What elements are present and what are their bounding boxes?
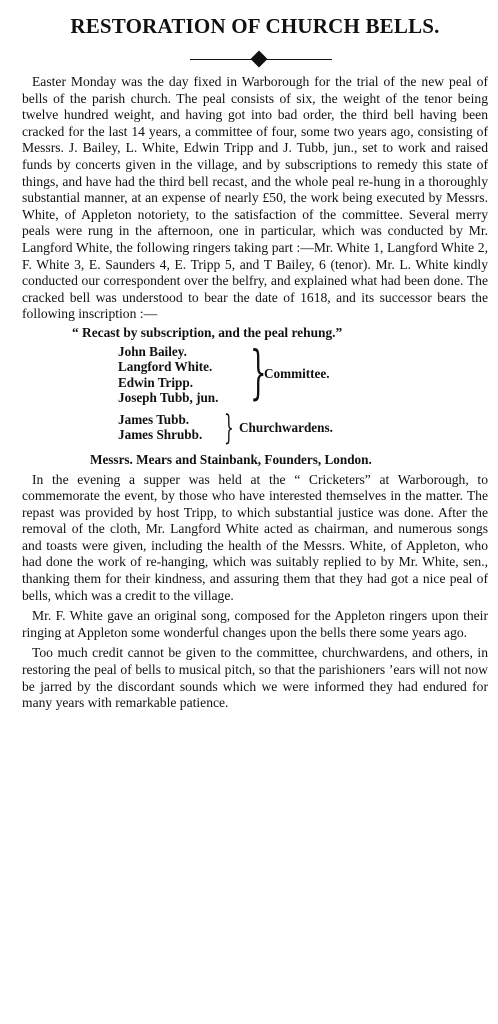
diamond-ornament-icon: [251, 51, 268, 68]
committee-name: John Bailey.: [118, 343, 187, 359]
article-headline: RESTORATION OF CHURCH BELLS.: [70, 14, 440, 38]
paragraph-opening: Easter Monday was the day fixed in Warborough for the trial of the new peal of bells of the parish church. The peal consists of six, the weight of the tenor being twelve hundred weight, and having got into bad order, the third bell having been cracked for the last 14 years, a committee of four, some two years ago, consisting of Messrs. J. Bailey, L. White, Edwin Tripp and J. Tubb, jun., set to work and raised funds by concerts given in the village, and by subscriptions to remedy this state of things, and have had the third bell recast, and the whole peal re-hung in a thoroughly substantial manner, at an expense of nearly £50, the work being executed by Messrs. White, of Appleton notoriety, to the satisfaction of the committee. Several merry peals were rung in the afternoon, one in particular, which was conducted by Mr. Langford White, the following ringers taking part :—Mr. White 1, Langford White 2, F. White 3, E. Saunders 4, E. Tripp 5, and T Bailey, 6 (tenor). Mr. L. White kindly conducted our correspondent over the belfry, and explained what had been done. The cracked bell was understood to bear the date of 1618, and its successor bears the following inscription :—: [22, 74, 488, 322]
churchwarden-name: James Shrubb.: [118, 427, 203, 443]
founders-line: Messrs. Mears and Stainbank, Founders, London.: [90, 451, 372, 467]
ornamental-rule: [22, 52, 488, 66]
committee-list: [118, 337, 488, 408]
paragraph-song: Mr. F. White gave an original song, composed for the Appleton ringers upon their ringing at Appleton some wonderful changes upon the bells there some years ago.: [22, 608, 488, 640]
paragraph-supper: In the evening a supper was held at the “ Cricketers” at Warborough, to commemorate the event, by those who have interested themselves in the matter. The repast was provided by host Tripp, to which substantial justice was done. After the removal of the cloth, Mr. Langford White acted as chairman, and numerous songs and toasts were given, including the health of the Messrs. White, of Appleton, who had done the work of re-hanging, which was suitably replied to by Mr. White, sen., thanking them for their kindness, and assuring them that they had got a nice peal of bells, which was a credit to the village.: [22, 471, 488, 603]
committee-name: Edwin Tripp.: [118, 374, 194, 390]
committee-name: Langford White.: [118, 359, 213, 375]
churchwardens-list: [118, 407, 488, 448]
brace-icon: }: [250, 337, 267, 406]
brace-icon: }: [224, 407, 234, 448]
churchwarden-names: [118, 412, 202, 443]
churchwarden-name: James Tubb.: [118, 411, 190, 427]
committee-name: Joseph Tubb, jun.: [118, 390, 219, 406]
committee-names: [118, 344, 218, 406]
bell-inscription-quote: “ Recast by subscription, and the peal rehung.”: [72, 324, 343, 340]
churchwardens-label: Churchwardens.: [239, 419, 333, 435]
paragraph-closing: Too much credit cannot be given to the committee, churchwardens, and others, in restoring the peal of bells to musical pitch, so that the parishioners ’ears will not now be jarred by the discordant sounds which we were informed they had endured for many years with remarkable patience.: [22, 645, 488, 711]
committee-label: Committee.: [264, 365, 330, 381]
